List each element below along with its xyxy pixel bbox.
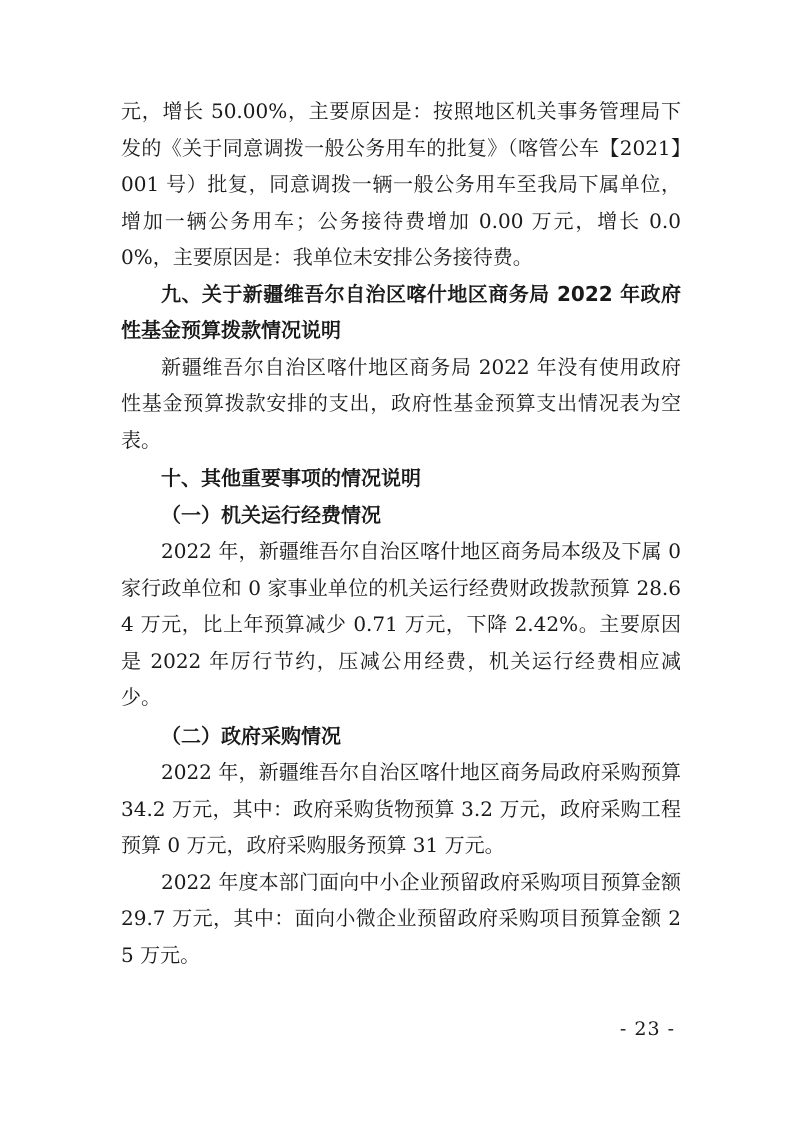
paragraph-government-fund: 新疆维吾尔自治区喀什地区商务局 2022 年没有使用政府性基金预算拨款安排的支出，政府性基金预算支出情况表为空表。 — [121, 354, 681, 452]
paragraph-vehicle-expense: 元，增长 50.00%，主要原因是：按照地区机关事务管理局下发的《关于同意调拨一般公务用车的批复》（喀管公车【2021】001 号）批复，同意调拨一辆一般公务用车至我局下属单位，增加一辆公务用车；公务接待费增加 0.00 万元，增长 0.00%，主要原因是：我单位未安排公务接待费。 — [121, 99, 681, 269]
paragraph-operating-funds: 2022 年，新疆维吾尔自治区喀什地区商务局本级及下属 0 家行政单位和 0 家事业单位的机关运行经费财政拨款预算 28.64 万元，比上年预算减少 0.71 万元，下降 2.42%。主要原因是 2022 年厉行节约，压减公用经费，机关运行经费相应减少。 — [121, 539, 681, 709]
paragraph-procurement: 2022 年，新疆维吾尔自治区喀什地区商务局政府采购预算 34.2 万元，其中：政府采购货物预算 3.2 万元，政府采购工程预算 0 万元，政府采购服务预算 31 万元。 — [121, 760, 681, 857]
document-body — [121, 93, 681, 973]
subsection-heading-operating-funds: （一）机关运行经费情况 — [161, 502, 381, 527]
subsection-heading-procurement: （二）政府采购情况 — [161, 723, 341, 748]
section-heading-9: 九、关于新疆维吾尔自治区喀什地区商务局 2022 年政府性基金预算拨款情况说明 — [121, 281, 681, 342]
section-heading-10: 十、其他重要事项的情况说明 — [161, 466, 421, 490]
page-number: - 23 - — [619, 1018, 675, 1040]
paragraph-sme-reservation: 2022 年度本部门面向中小企业预留政府采购项目预算金额 29.7 万元，其中：面向小微企业预留政府采购项目预算金额 25 万元。 — [121, 869, 681, 967]
